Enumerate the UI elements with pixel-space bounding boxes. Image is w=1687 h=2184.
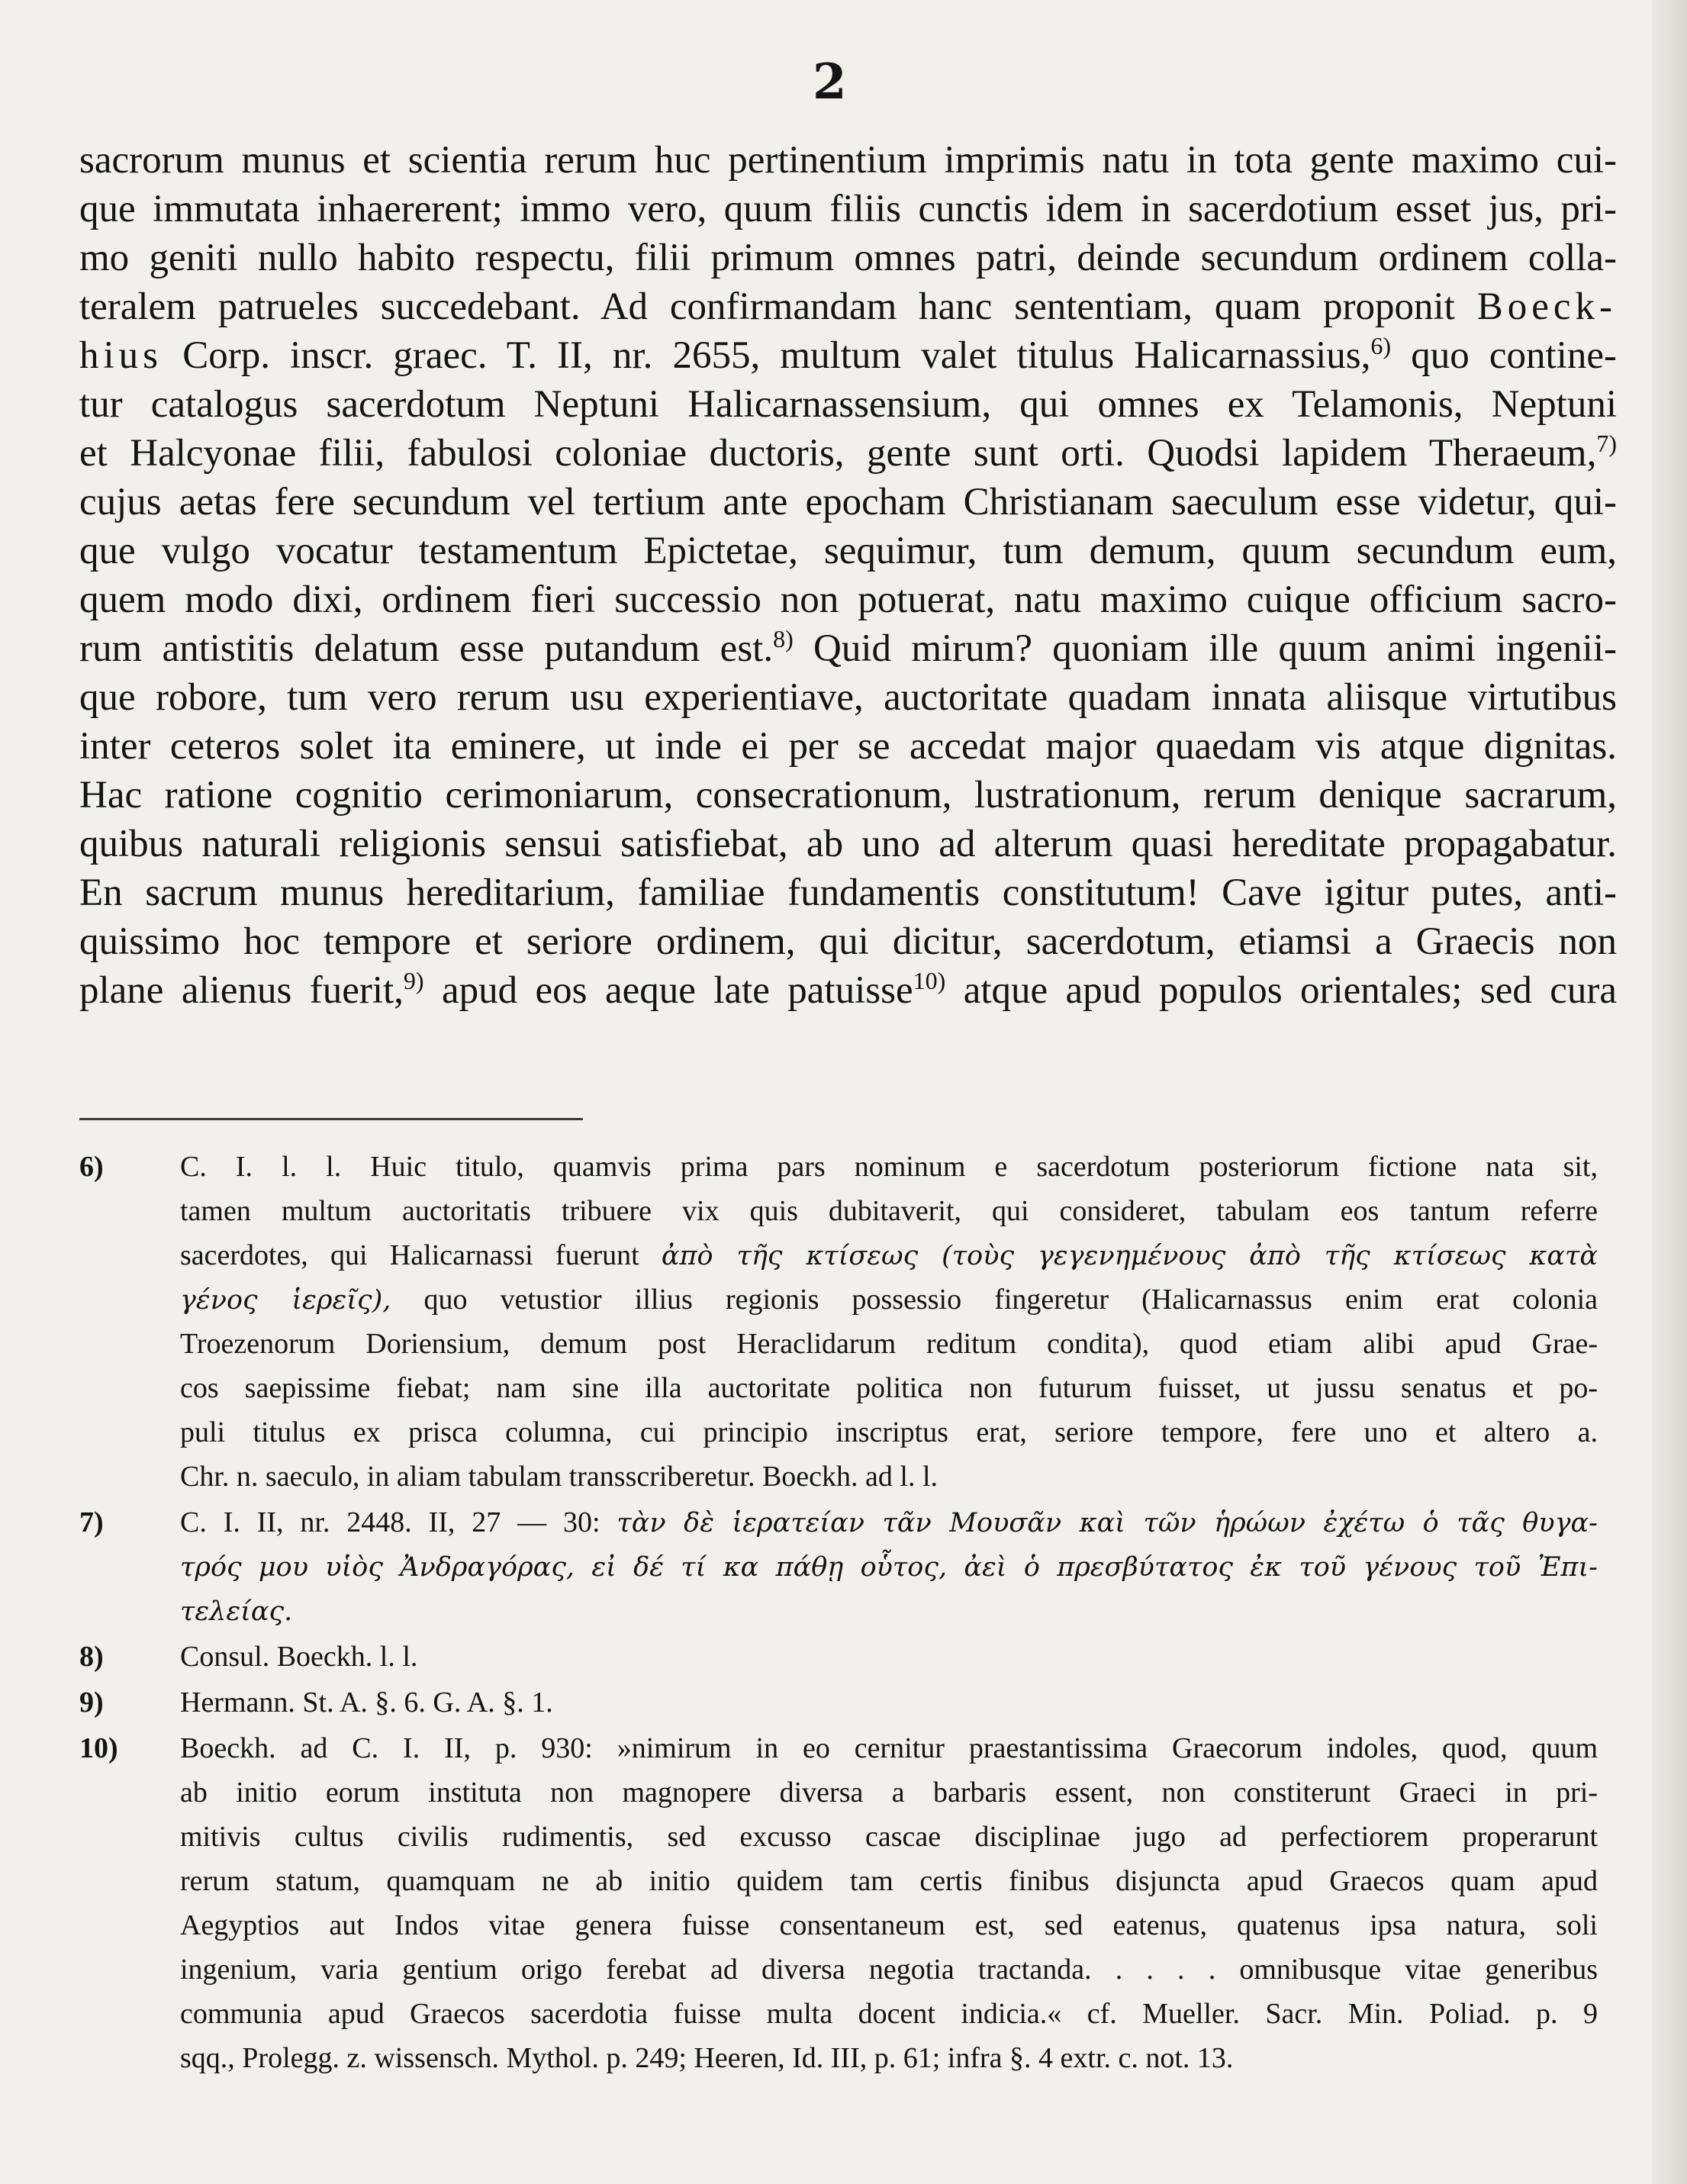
text-segment: C. I. l. l. Huic titulo, quamvis prima pars nominum e sacerdotum posteriorum fictione nata sit, [180, 1151, 1598, 1183]
page-number: 2 [813, 53, 847, 111]
text-line: quissimo hoc tempore et seriore ordinem, qui dicitur, sacerdotum, etiamsi a Graecis non [79, 920, 1617, 963]
footnote-number: 10) [79, 1732, 118, 1764]
text-segment: atque apud populos orientales; sed cura [963, 969, 1618, 1012]
footnote-10 [79, 1726, 1598, 2080]
text-segment: C. I. II, nr. 2448. II, 27 — 30: [180, 1506, 600, 1538]
footnote-line: puli titulus ex prisca columna, cui principio inscriptus erat, seriore tempore, fere uno et altero a. [180, 1416, 1598, 1448]
text-line: mo geniti nullo habito respectu, filii primum omnes patri, deinde secundum ordinem colla- [79, 237, 1617, 279]
text-line: que vulgo vocatur testamentum Epictetae, sequimur, tum demum, quum secundum eum, [79, 530, 1617, 572]
footnote-line [79, 1635, 1598, 1679]
text-line: En sacrum munus hereditarium, familiae fundamentis constitutum! Cave igitur putes, anti- [79, 871, 1617, 914]
footnote-divider [79, 1118, 583, 1120]
footnotes [79, 1145, 1598, 2082]
footnote-7 [79, 1500, 1598, 1633]
author-name-spaced: hius [79, 334, 163, 377]
greek-text: γένος ἱερεῖς), [180, 1285, 391, 1316]
text-segment: sacerdotes, qui Halicarnassi fuerunt [180, 1239, 639, 1271]
text-line: inter ceteros solet ita eminere, ut inde ei per se accedat major quaedam vis atque dignitas. [79, 725, 1617, 768]
footnote-ref: 9) [403, 967, 424, 994]
text-segment: Corp. inscr. graec. T. II, nr. 2655, multum valet titulus Halicarnassius, [182, 334, 1371, 377]
greek-text: ἀπὸ τῆς κτίσεως (τοὺς γεγενημένους ἀπὸ τῆς κτίσεως κατὰ [661, 1241, 1598, 1271]
text-line [79, 624, 1617, 673]
footnote-line [79, 1145, 1598, 1189]
text-line: tur catalogus sacerdotum Neptuni Halicarnassensium, qui omnes ex Telamonis, Neptuni [79, 383, 1617, 426]
text-line: quibus naturali religionis sensui satisfiebat, ab uno ad alterum quasi hereditate propagabatur. [79, 823, 1617, 865]
text-segment: quo vetustior illius regionis possessio fingeretur (Halicarnassus enim erat colonia [423, 1284, 1598, 1316]
footnote-6 [79, 1145, 1598, 1499]
footnote-line [79, 1277, 1598, 1322]
text-segment: plane alienus fuerit, [79, 969, 404, 1012]
text-segment: quo contine- [1411, 334, 1617, 377]
book-spine-shadow [1652, 0, 1687, 2184]
footnote-ref: 6) [1370, 332, 1392, 359]
footnote-line: Aegyptios aut Indos vitae genera fuisse consentaneum est, sed eatenus, quatenus ipsa natura, soli [180, 1909, 1598, 1941]
footnote-number: 6) [79, 1151, 104, 1183]
footnote-line [79, 1726, 1598, 1770]
footnote-number: 8) [79, 1641, 104, 1673]
footnote-line: mitivis cultus civilis rudimentis, sed excusso cascae disciplinae jugo ad perfectiorem properarunt [180, 1821, 1598, 1853]
text-line: que robore, tum vero rerum usu experientiave, auctoritate quadam innata aliisque virtutibus [79, 676, 1617, 719]
footnote-line: communia apud Graecos sacerdotia fuisse multa docent indicia.« cf. Mueller. Sacr. Min. Poliad. p. 9 [180, 1998, 1598, 2030]
greek-text: τελείας. [180, 1596, 293, 1627]
footnote-line [79, 1545, 1598, 1589]
footnote-line [79, 1589, 1598, 1633]
text-segment: et Halcyonae filii, fabulosi coloniae ductoris, gente sunt orti. Quodsi lapidem Theraeum, [79, 432, 1597, 475]
footnote-line: ingenium, varia gentium origo ferebat ad diversa negotia tractanda. . . . . omnibusque vitae generibus [180, 1954, 1598, 1986]
footnote-line: cos saepissime fiebat; nam sine illa auctoritate politica non futurum fuisset, ut jussu senatus et po- [180, 1372, 1598, 1404]
footnote-line: rerum statum, quamquam ne ab initio quidem tam certis finibus disjuncta apud Graecos quam apud [180, 1865, 1598, 1897]
text-line [79, 966, 1617, 1015]
footnote-ref: 8) [773, 625, 794, 652]
footnote-ref: 10) [913, 967, 946, 994]
text-line [79, 331, 1617, 380]
footnote-line: sqq., Prolegg. z. wissensch. Mythol. p. 249; Heeren, Id. III, p. 61; infra §. 4 extr. c. not. 13. [180, 2042, 1234, 2074]
footnote-line: Chr. n. saeculo, in aliam tabulam transscriberetur. Boeckh. ad l. l. [180, 1461, 938, 1493]
text-line [79, 429, 1617, 478]
footnote-line: ab initio eorum instituta non magnopere diversa a barbaris essent, non constiterunt Graeci in pri- [180, 1777, 1598, 1809]
text-segment: teralem patrueles succedebant. Ad confirmandam hanc sententiam, quam proponit [79, 285, 1455, 328]
greek-text: τρός μου υἱὸς Ἀνδραγόρας, εἰ δέ τί κα πάθῃ οὗτος, ἀεὶ ὁ πρεσβύτατος ἐκ τοῦ γένους τοῦ Ἐπι- [180, 1552, 1598, 1583]
footnote-line: tamen multum auctoritatis tribuere vix quis dubitaverit, qui consideret, tabulam eos tantum referre [180, 1195, 1598, 1227]
footnote-number: 7) [79, 1506, 104, 1538]
footnote-8 [79, 1635, 1598, 1679]
text-segment: rum antistitis delatum esse putandum est. [79, 627, 774, 670]
footnote-ref: 7) [1596, 430, 1617, 457]
text-segment: apud eos aeque late patuisse [442, 969, 913, 1012]
main-text [79, 136, 1617, 1015]
footnote-line [79, 1680, 1598, 1725]
greek-text: τὰν δὲ ἱερατείαν τᾶν Μουσᾶν καὶ τῶν ἡρώων ἐχέτω ὁ τᾶς θυγα- [617, 1508, 1598, 1538]
text-segment: Boeckh. ad C. I. II, p. 930: »nimirum in eo cernitur praestantissima Graecorum indoles, quod, quum [180, 1732, 1598, 1764]
footnote-number: 9) [79, 1686, 104, 1719]
text-segment: Hermann. St. A. §. 6. G. A. §. 1. [180, 1686, 553, 1719]
text-segment: Quid mirum? quoniam ille quum animi ingenii- [813, 627, 1617, 670]
text-line: cujus aetas fere secundum vel tertium ante epocham Christianam saeculum esse videtur, qui- [79, 481, 1617, 523]
text-line: quem modo dixi, ordinem fieri successio non potuerat, natu maximo cuique officium sacro- [79, 578, 1617, 621]
footnote-line [79, 1500, 1598, 1545]
author-name-spaced: Boeck- [1476, 285, 1617, 328]
text-line [79, 282, 1617, 331]
footnote-line: Troezenorum Doriensium, demum post Heraclidarum reditum condita), quod etiam alibi apud Grae- [180, 1328, 1598, 1360]
footnote-line [79, 1233, 1598, 1277]
text-line: Hac ratione cognitio cerimoniarum, consecrationum, lustrationum, rerum denique sacrarum, [79, 774, 1617, 817]
text-segment: Consul. Boeckh. l. l. [180, 1641, 418, 1673]
text-line: que immutata inhaererent; immo vero, quum filiis cunctis idem in sacerdotium esset jus, pri- [79, 188, 1617, 230]
text-line: sacrorum munus et scientia rerum huc pertinentium imprimis natu in tota gente maximo cui- [79, 139, 1617, 182]
footnote-9 [79, 1680, 1598, 1725]
